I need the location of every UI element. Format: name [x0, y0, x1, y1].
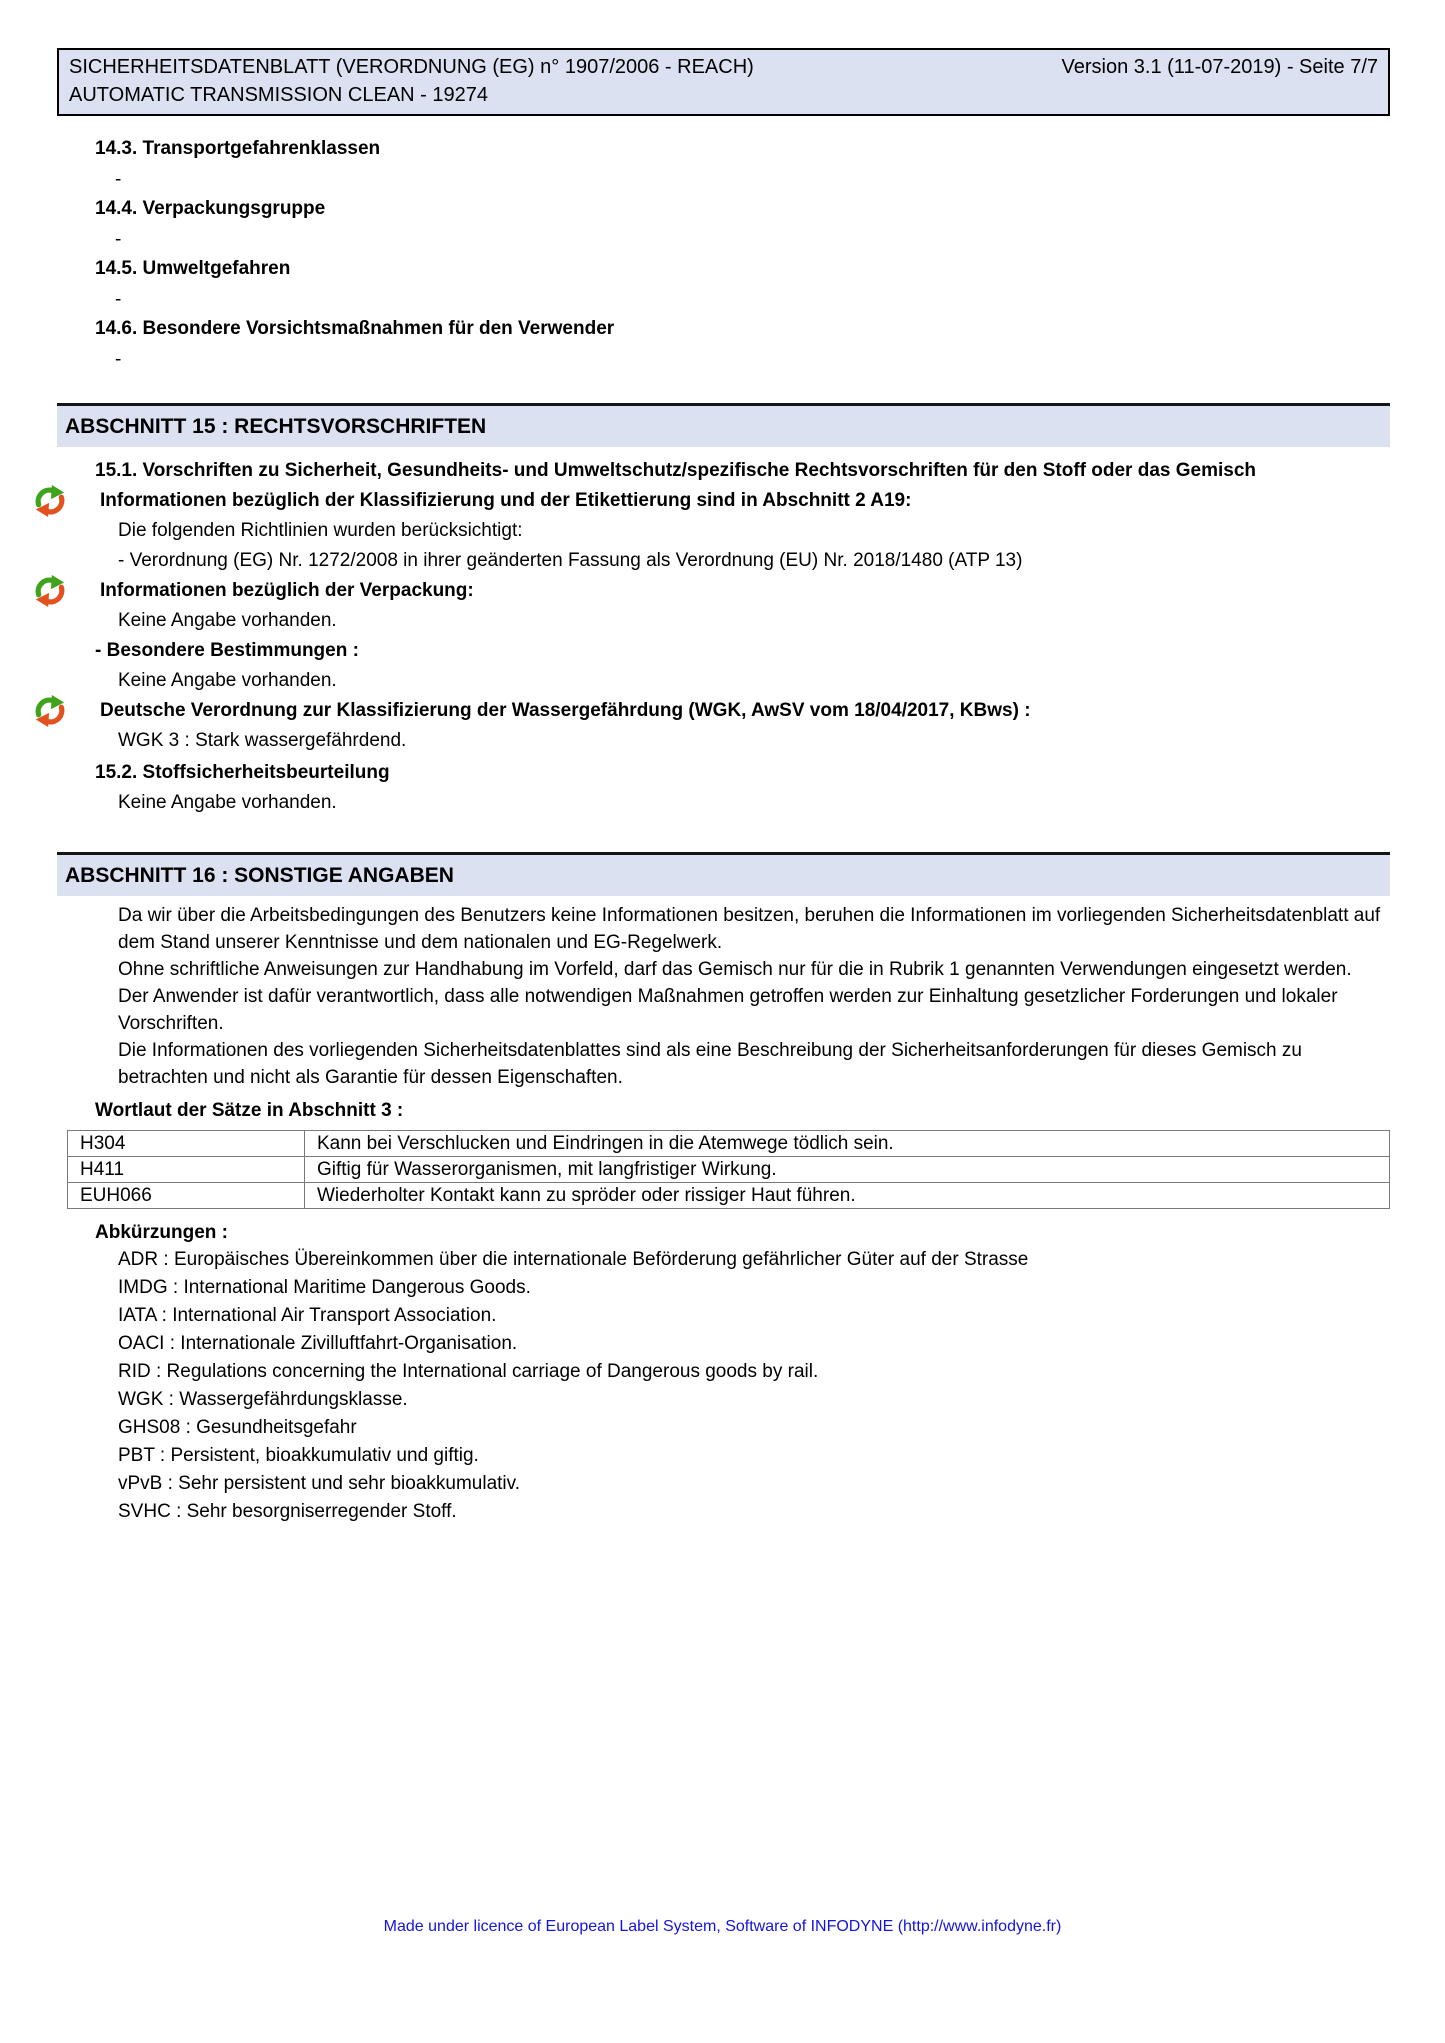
subsection-14-6-heading: 14.6. Besondere Vorsichtsmaßnahmen für den Verwender — [95, 318, 615, 339]
packaging-heading: Informationen bezüglich der Verpackung: — [100, 580, 474, 601]
table-row — [68, 1157, 1390, 1183]
subsection-14-4-heading: 14.4. Verpackungsgruppe — [95, 198, 326, 219]
phrase-code: EUH066 — [68, 1183, 305, 1209]
phrase-text: Kann bei Verschlucken und Eindringen in die Atemwege tödlich sein. — [305, 1131, 1390, 1157]
disclaimer-paragraph: Der Anwender ist dafür verantwortlich, dass alle notwendigen Maßnahmen getroffen werden zur Einhaltung gesetzlicher Forderungen und lokaler Vorschriften. — [118, 986, 1338, 1034]
footer-credit[interactable]: Made under licence of European Label System, Software of INFODYNE (http://www.infodyne.fr) — [383, 1918, 1062, 1935]
doc-version: Version 3.1 (11-07-2019) - Seite 7/7 — [1061, 56, 1378, 78]
document-header — [57, 48, 1390, 116]
abbreviation-item: PBT : Persistent, bioakkumulativ und giftig. — [118, 1445, 479, 1466]
subsection-15-1-heading: 15.1. Vorschriften zu Sicherheit, Gesundheits- und Umweltschutz/spezifische Rechtsvorschriften für den Stoff oder das Gemisch — [95, 460, 1257, 481]
subsection-14-5-heading: 14.5. Umweltgefahren — [95, 258, 291, 279]
packaging-heading-line — [57, 576, 1390, 606]
phrase-code: H411 — [68, 1157, 305, 1183]
hazard-phrases-table — [67, 1130, 1390, 1209]
abbreviation-item: ADR : Europäisches Übereinkommen über die internationale Beförderung gefährlicher Güter auf der Strasse — [118, 1249, 1029, 1270]
special-provisions-heading: - Besondere Bestimmungen : — [95, 640, 359, 661]
doc-product: AUTOMATIC TRANSMISSION CLEAN - 19274 — [69, 84, 488, 106]
disclaimer-paragraph: Die Informationen des vorliegenden Sicherheitsdatenblattes sind als eine Beschreibung der Sicherheitsanforderungen für dieses Gemisch zu betrachten und nicht als Garantie für dessen Eigenschaften. — [118, 1040, 1302, 1088]
abbreviation-item: SVHC : Sehr besorgniserregender Stoff. — [118, 1501, 457, 1522]
classification-heading: Informationen bezüglich der Klassifizierung und der Etikettierung sind in Abschnitt 2 A19: — [100, 490, 912, 511]
subsection-14-3-heading: 14.3. Transportgefahrenklassen — [95, 138, 381, 159]
abbreviation-item: OACI : Internationale Zivilluftfahrt-Organisation. — [118, 1333, 518, 1354]
subsection-14-6-value: - — [115, 349, 122, 370]
wgk-heading: Deutsche Verordnung zur Klassifizierung der Wassergefährdung (WGK, AwSV vom 18/04/2017, KBws) : — [100, 700, 1031, 721]
sync-arrows-icon — [33, 484, 67, 518]
wgk-value: WGK 3 : Stark wassergefährdend. — [118, 730, 407, 751]
phrase-text: Giftig für Wasserorganismen, mit langfristiger Wirkung. — [305, 1157, 1390, 1183]
special-provisions-value: Keine Angabe vorhanden. — [118, 670, 337, 691]
abbreviation-item: IMDG : International Maritime Dangerous Goods. — [118, 1277, 531, 1298]
abbreviation-item: IATA : International Air Transport Association. — [118, 1305, 497, 1326]
section-16-title: ABSCHNITT 16 : SONSTIGE ANGABEN — [65, 864, 454, 887]
section-15-header-bar — [57, 403, 1390, 447]
disclaimer-paragraph: Da wir über die Arbeitsbedingungen des Benutzers keine Informationen besitzen, beruhen die Informationen im vorliegenden Sicherheitsdatenblatt auf dem Stand unserer Kenntnisse und dem nationalen und EG-Regelwerk. — [118, 905, 1381, 953]
sync-arrows-icon — [33, 574, 67, 608]
abbreviation-item: WGK : Wassergefährdungsklasse. — [118, 1389, 408, 1410]
packaging-value: Keine Angabe vorhanden. — [118, 610, 337, 631]
sync-arrows-icon — [33, 694, 67, 728]
section-15-title: ABSCHNITT 15 : RECHTSVORSCHRIFTEN — [65, 415, 487, 438]
table-row — [68, 1131, 1390, 1157]
classification-line-1: Die folgenden Richtlinien wurden berücksichtigt: — [118, 520, 523, 541]
abbreviations-heading: Abkürzungen : — [95, 1222, 228, 1243]
classification-heading-line — [57, 486, 1390, 516]
subsection-14-3-value: - — [115, 169, 122, 190]
subsection-14-5-value: - — [115, 289, 122, 310]
abbreviation-item: vPvB : Sehr persistent und sehr bioakkumulativ. — [118, 1473, 521, 1494]
subsection-15-2-heading: 15.2. Stoffsicherheitsbeurteilung — [95, 762, 390, 783]
section-16-header-bar — [57, 852, 1390, 896]
disclaimer-paragraph: Ohne schriftliche Anweisungen zur Handhabung im Vorfeld, darf das Gemisch nur für die in Rubrik 1 genannten Verwendungen eingesetzt werden. — [118, 959, 1352, 980]
abbreviation-item: GHS08 : Gesundheitsgefahr — [118, 1417, 357, 1438]
table-row — [68, 1183, 1390, 1209]
wgk-heading-line — [57, 696, 1390, 726]
phrases-heading: Wortlaut der Sätze in Abschnitt 3 : — [95, 1100, 404, 1121]
abbreviation-item: RID : Regulations concerning the International carriage of Dangerous goods by rail. — [118, 1361, 819, 1382]
phrase-text: Wiederholter Kontakt kann zu spröder oder rissiger Haut führen. — [305, 1183, 1390, 1209]
section-14 — [57, 135, 1390, 373]
classification-line-2: - Verordnung (EG) Nr. 1272/2008 in ihrer geänderten Fassung als Verordnung (EU) Nr. 2018/1480 (ATP 13) — [118, 550, 1023, 571]
subsection-15-2-value: Keine Angabe vorhanden. — [118, 792, 337, 813]
phrase-code: H304 — [68, 1131, 305, 1157]
section-16-content — [57, 896, 1390, 1526]
doc-title: SICHERHEITSDATENBLATT (VERORDNUNG (EG) n° 1907/2006 - REACH) — [69, 56, 754, 78]
subsection-14-4-value: - — [115, 229, 122, 250]
sds-page — [57, 48, 1390, 1526]
section-15-content — [57, 447, 1390, 818]
